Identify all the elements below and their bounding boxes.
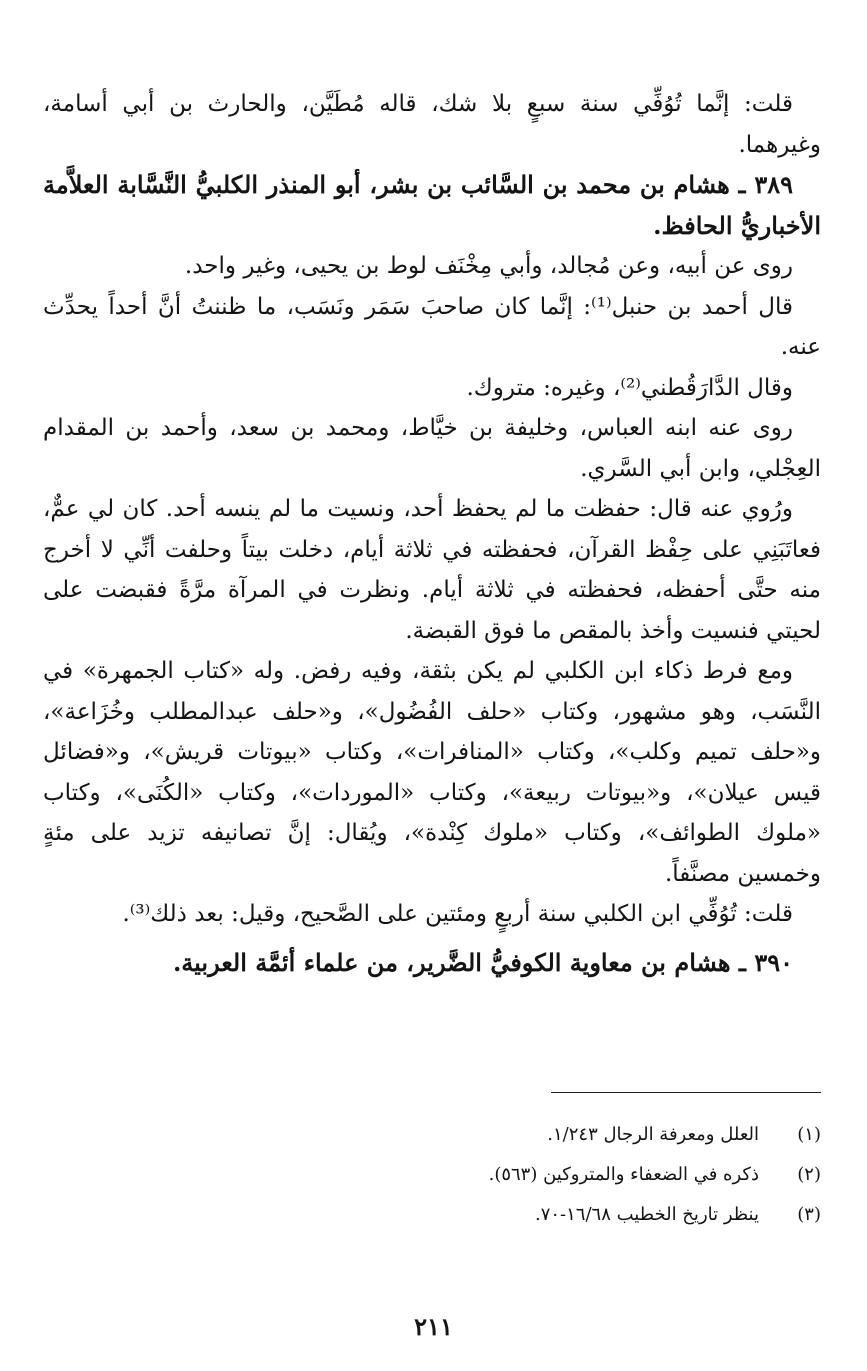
footnote-number: (١) <box>797 1124 821 1145</box>
paragraph-students: روى عنه ابنه العباس، وخليفة بن خيَّاط، ومحمد بن سعد، وأحمد بن المقدام العِجْلي، وابن أبي السَّري. <box>43 415 821 482</box>
paragraph-memory-story: ورُوي عنه قال: حفظت ما لم يحفظ أحد، ونسيت ما لم ينسه أحد. كان لي عمٌّ، فعاتَبَنِي على حِفْظ القرآن، فحفظته في ثلاثة أيام، دخلت بيتاً وحلفت أنِّي لا أخرج منه حتَّى أحفظه، فحفظته في ثلاثة أيام. ونظرت في المرآة مرَّةً فقبضت على لحيتي فنسيت وأخذ بالمقص ما فوق القبضة. <box>43 496 821 644</box>
entry-heading-389: ٣٨٩ ـ هشام بن محمد بن السَّائب بن بشر، أبو المنذر الكلبيُّ النَّسَّابة العلاَّمة الأخباريُّ الحافظ. <box>43 170 821 240</box>
paragraph-narrators: روى عن أبيه، وعن مُجالد، وأبي مِخْنَف لوط بن يحيى، وغير واحد. <box>184 253 793 279</box>
footnotes <box>43 1115 821 1235</box>
paragraph-closing-note: قلت: إنَّما تُوُفِّي سنة سبعٍ بلا شك، قاله مُطَيَّن، والحارث بن أبي أسامة، وغيرهما. <box>43 91 821 158</box>
footnote-number: (٢) <box>797 1164 821 1185</box>
footnote-number: (٣) <box>797 1204 821 1225</box>
footnote-item <box>43 1195 821 1235</box>
footnote-text: العلل ومعرفة الرجال ١/٢٤٣. <box>547 1124 759 1145</box>
entry-heading-390: ٣٩٠ ـ هشام بن معاوية الكوفيُّ الضَّرير، من علماء أئمَّة العربية. <box>172 947 793 977</box>
footnote-text: ينظر تاريخ الخطيب ١٦/٦٨-٧٠. <box>534 1204 759 1225</box>
paragraph-death: قلت: تُوُفِّي ابن الكلبي سنة أربعٍ ومئتين على الصَّحيح، وقيل: بعد ذلك⁽³⁾. <box>122 901 793 927</box>
footnote-item <box>43 1155 821 1195</box>
paragraph-ahmad-quote: قال أحمد بن حنبل⁽¹⁾: إنَّما كان صاحبَ سَمَر ونَسَب، ما ظننتُ أنَّ أحداً يحدِّث عنه. <box>43 293 821 360</box>
footnote-divider <box>551 1092 821 1093</box>
footnote-text: ذكره في الضعفاء والمتروكين (٥٦٣). <box>488 1164 759 1185</box>
main-text <box>43 84 821 983</box>
paragraph-daraqutni: وقال الدَّارَقُطني⁽²⁾، وغيره: متروك. <box>466 374 793 401</box>
paragraph-works: ومع فرط ذكاء ابن الكلبي لم يكن بثقة، وفيه رفض. وله «كتاب الجمهرة» في النَّسَب، وهو مشهور، وكتاب «حلف الفُضُول»، و«حلف عبدالمطلب وخُزَاعة»، و«حلف تميم وكلب»، وكتاب «المنافرات»، وكتاب «بيوتات قريش»، و«فضائل قيس عيلان»، و«بيوتات ربيعة»، وكتاب «الموردات»، وكتاب «الكُنَى»، وكتاب «ملوك الطوائف»، وكتاب «ملوك كِنْدة»، ويُقال: إنَّ تصانيفه تزيد على مئةٍ وخمسين مصنَّفاً. <box>43 658 821 887</box>
page-number: ٢١١ <box>414 1312 453 1341</box>
footnote-item <box>43 1115 821 1155</box>
